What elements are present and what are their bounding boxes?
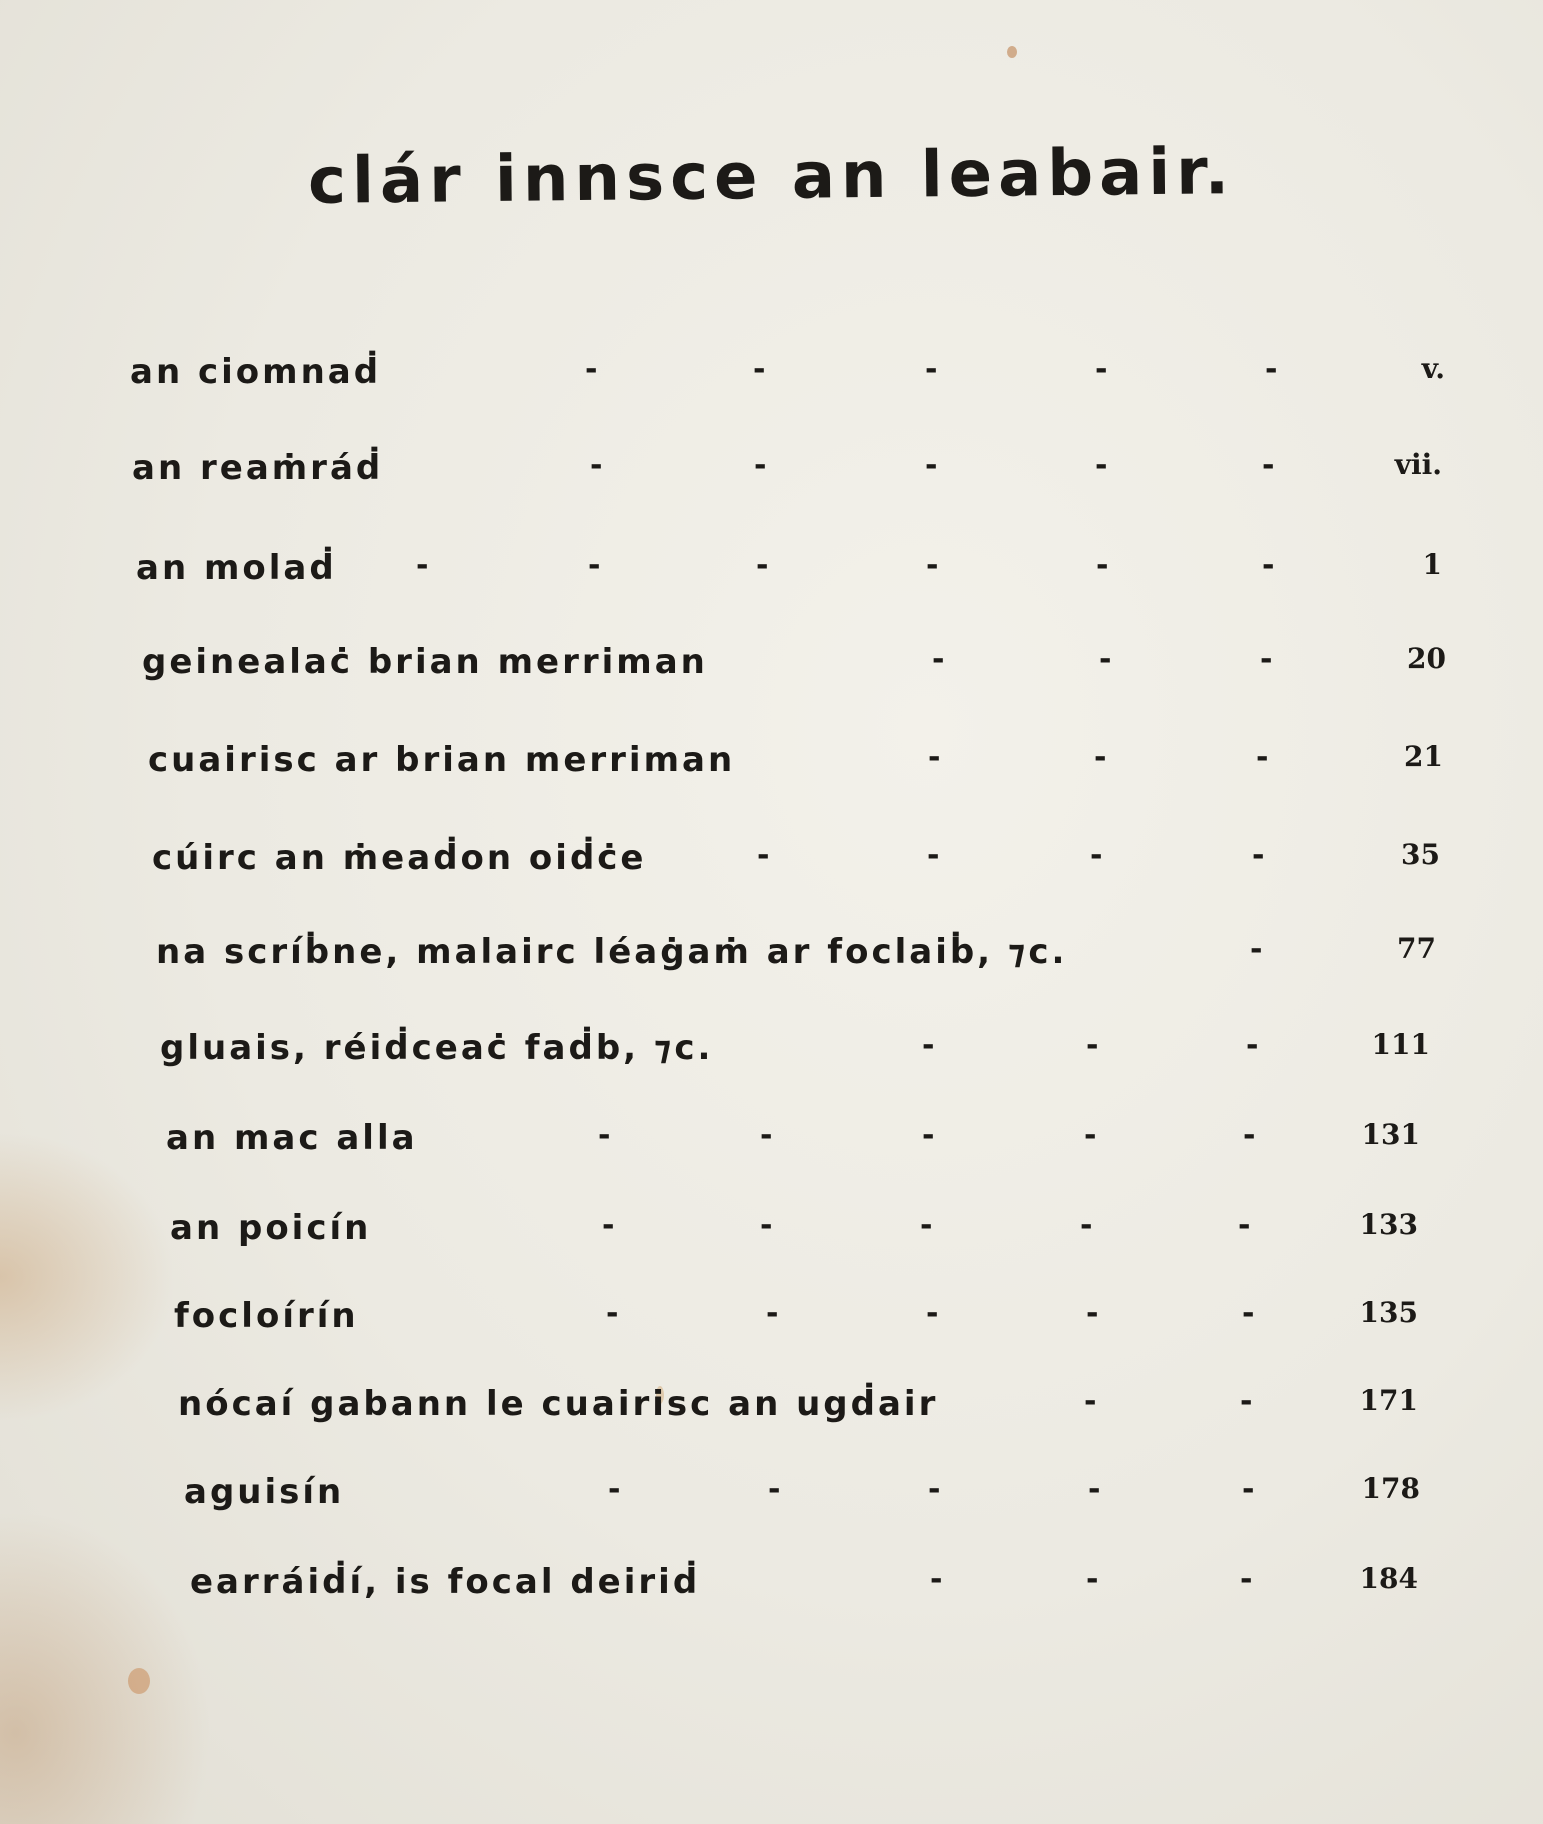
toc-entry-title: earráiḋí, is focal deiriḋ xyxy=(190,1562,701,1602)
leader-dash: - xyxy=(926,548,939,583)
leader-dash: - xyxy=(1238,1208,1251,1243)
toc-page-number: 135 xyxy=(1359,1296,1418,1329)
toc-page-number: 111 xyxy=(1371,1028,1430,1061)
toc-page-number: 35 xyxy=(1401,838,1440,871)
toc-entry-title: geinealaċ brian merriman xyxy=(142,642,708,682)
leader-dash: - xyxy=(590,448,603,483)
leader-dash: - xyxy=(1080,1208,1093,1243)
leader-dash: - xyxy=(753,352,766,387)
leader-dash: - xyxy=(920,1208,933,1243)
toc-page-number: 77 xyxy=(1397,932,1436,965)
leader-dash: - xyxy=(1084,1118,1097,1153)
leader-dash: - xyxy=(922,1118,935,1153)
leader-dash: - xyxy=(922,1028,935,1063)
toc-page-number: 178 xyxy=(1361,1472,1420,1505)
leader-dash: - xyxy=(754,448,767,483)
leader-dash: - xyxy=(766,1296,779,1331)
toc-entry-title: cúirc an ṁeaḋon oiḋċe xyxy=(152,838,647,878)
leader-dash: - xyxy=(928,1472,941,1507)
leader-dash: - xyxy=(1095,448,1108,483)
toc-entry-title: an molaḋ xyxy=(136,548,337,588)
toc-page-number: 184 xyxy=(1359,1562,1418,1595)
leader-dash: - xyxy=(1265,352,1278,387)
leader-dash: - xyxy=(757,838,770,873)
toc-page-number: 21 xyxy=(1404,740,1443,773)
leader-dash: - xyxy=(1262,548,1275,583)
leader-dash: - xyxy=(1260,642,1273,677)
leader-dash: - xyxy=(416,548,429,583)
leader-dash: - xyxy=(768,1472,781,1507)
leader-dash: - xyxy=(602,1208,615,1243)
toc-page-number: 20 xyxy=(1407,642,1446,675)
page-title: clár innsce an leabair. xyxy=(307,135,1236,219)
toc-page-number: 1 xyxy=(1422,548,1442,581)
toc-entry-title: focloírín xyxy=(174,1296,359,1336)
leader-dash: - xyxy=(760,1208,773,1243)
leader-dash: - xyxy=(932,642,945,677)
leader-dash: - xyxy=(1242,1472,1255,1507)
leader-dash: - xyxy=(1094,740,1107,775)
toc-entry-title: an mac alla xyxy=(166,1118,418,1158)
leader-dash: - xyxy=(588,548,601,583)
leader-dash: - xyxy=(1099,642,1112,677)
toc-page-number: 133 xyxy=(1359,1208,1418,1241)
leader-dash: - xyxy=(756,548,769,583)
leader-dash: - xyxy=(760,1118,773,1153)
leader-dash: - xyxy=(1246,1028,1259,1063)
leader-dash: - xyxy=(925,448,938,483)
leader-dash: - xyxy=(1086,1028,1099,1063)
toc-entry-title: aguisín xyxy=(184,1472,345,1512)
toc-entry-title: na scríḃne, malairc léaġaṁ ar foclaiḃ, ⁊c. xyxy=(156,932,1068,972)
leader-dash: - xyxy=(1084,1384,1097,1419)
leader-dash: - xyxy=(598,1118,611,1153)
leader-dash: - xyxy=(927,838,940,873)
toc-entry-title: gluais, réiḋceaċ faḋb, ⁊c. xyxy=(160,1028,714,1068)
leader-dash: - xyxy=(1088,1472,1101,1507)
leader-dash: - xyxy=(1262,448,1275,483)
toc-entry-title: an reaṁráḋ xyxy=(132,448,384,488)
leader-dash: - xyxy=(1256,740,1269,775)
leader-dash: - xyxy=(928,740,941,775)
toc-page-number: 131 xyxy=(1361,1118,1420,1151)
leader-dash: - xyxy=(1243,1118,1256,1153)
leader-dash: - xyxy=(1242,1296,1255,1331)
toc-page-number: vii. xyxy=(1394,448,1442,481)
leader-dash: - xyxy=(925,352,938,387)
leader-dash: - xyxy=(1086,1562,1099,1597)
leader-dash: - xyxy=(606,1296,619,1331)
toc-entry-title: nócaí gabann le cuairisc an ugḋair xyxy=(178,1384,939,1424)
leader-dash: - xyxy=(930,1562,943,1597)
leader-dash: - xyxy=(585,352,598,387)
leader-dash: - xyxy=(1240,1384,1253,1419)
leader-dash: - xyxy=(1090,838,1103,873)
leader-dash: - xyxy=(1240,1562,1253,1597)
toc-entry-title: an ciomnaḋ xyxy=(130,352,382,392)
leader-dash: - xyxy=(926,1296,939,1331)
toc-page-number: v. xyxy=(1421,352,1445,385)
leader-dash: - xyxy=(1250,932,1263,967)
leader-dash: - xyxy=(1096,548,1109,583)
leader-dash: - xyxy=(1252,838,1265,873)
toc-entry-title: cuairisc ar brian merriman xyxy=(148,740,736,780)
leader-dash: - xyxy=(1086,1296,1099,1331)
leader-dash: - xyxy=(1095,352,1108,387)
toc-page-number: 171 xyxy=(1359,1384,1418,1417)
leader-dash: - xyxy=(608,1472,621,1507)
toc-entry-title: an poicín xyxy=(170,1208,372,1248)
